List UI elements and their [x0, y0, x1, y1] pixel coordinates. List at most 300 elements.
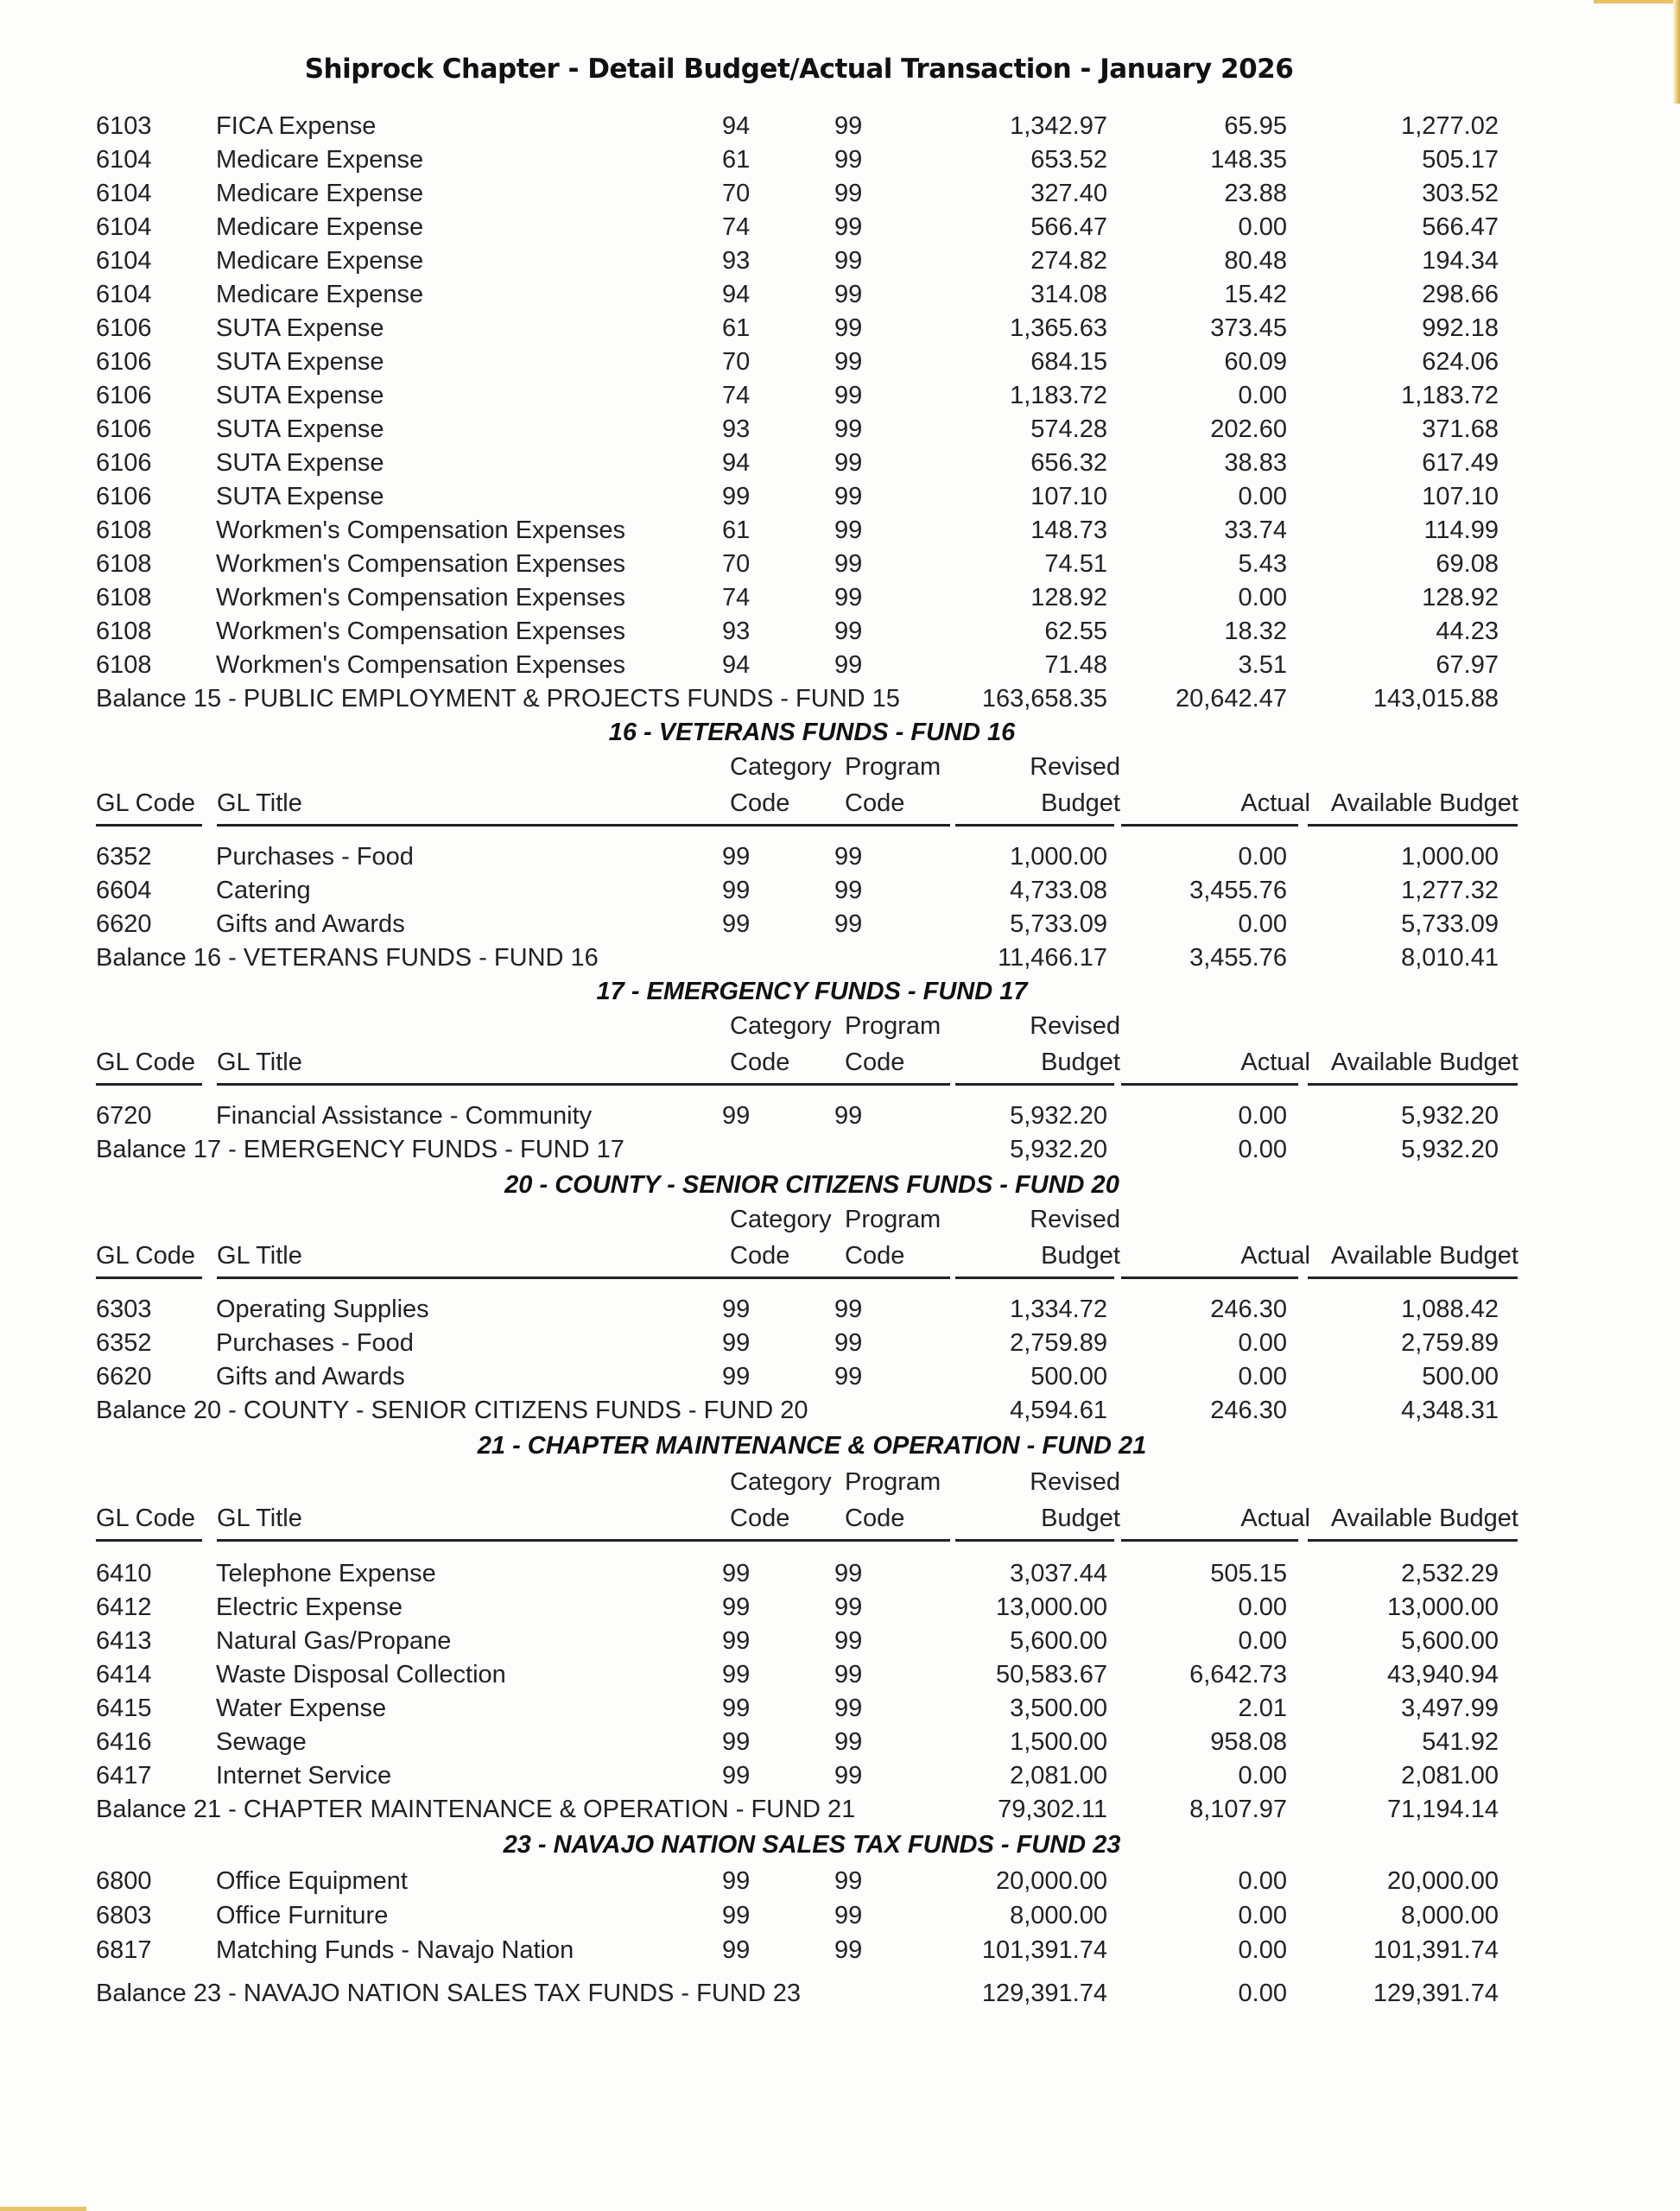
available-budget: 617.49: [1422, 449, 1499, 477]
header-revised: Revised: [1030, 753, 1120, 781]
available-budget: 13,000.00: [1386, 1593, 1499, 1621]
gl-code: 6303: [96, 1296, 152, 1323]
gl-title: Telephone Expense: [216, 1560, 436, 1587]
header-category-code: Code: [730, 1242, 790, 1270]
gl-code: 6800: [96, 1867, 152, 1895]
gl-code: 6108: [96, 516, 152, 544]
header-underline: [729, 824, 841, 827]
header-revised-budget: Budget: [1041, 1505, 1120, 1532]
balance-actual: 3,455.76: [1189, 944, 1287, 972]
balance-available-budget: 143,015.88: [1373, 685, 1499, 713]
actual-amount: 505.15: [1210, 1560, 1287, 1587]
gl-title: Workmen's Compensation Expenses: [216, 584, 626, 611]
gl-code: 6620: [96, 1363, 152, 1391]
gl-code: 6620: [96, 910, 152, 938]
available-budget: 114.99: [1423, 516, 1499, 544]
gl-title: SUTA Expense: [216, 449, 384, 477]
category-code: 70: [722, 180, 751, 207]
header-underline: [1121, 1539, 1298, 1542]
actual-amount: 3,455.76: [1189, 877, 1287, 904]
table-row: [0, 614, 1680, 649]
available-budget: 128.92: [1422, 584, 1499, 611]
table-row: [0, 378, 1680, 413]
program-code: 99: [834, 483, 863, 510]
program-code: 99: [834, 877, 863, 904]
header-actual: Actual: [1240, 1242, 1310, 1270]
available-budget: 1,088.42: [1401, 1296, 1499, 1323]
fund-heading: 23 - NAVAJO NATION SALES TAX FUNDS - FUND 23: [503, 1831, 1121, 1859]
available-budget: 8,000.00: [1401, 1902, 1499, 1929]
header-category: Category: [730, 753, 832, 781]
program-code: 99: [834, 1936, 863, 1964]
balance-available-budget: 4,348.31: [1401, 1397, 1499, 1424]
table-row: [0, 513, 1680, 548]
balance-row: [0, 1132, 1680, 1167]
balance-revised-budget: 79,302.11: [998, 1796, 1107, 1823]
gl-code: 6720: [96, 1102, 152, 1130]
program-code: 99: [834, 1560, 863, 1587]
paper-edge-top: [1594, 0, 1680, 3]
gl-title: Office Equipment: [216, 1867, 408, 1895]
gl-code: 6108: [96, 584, 152, 611]
actual-amount: 0.00: [1238, 1902, 1287, 1929]
category-code: 99: [722, 1728, 751, 1756]
balance-row: [0, 941, 1680, 975]
program-code: 99: [834, 550, 863, 578]
gl-title: Medicare Expense: [216, 213, 424, 241]
category-code: 99: [722, 1661, 751, 1688]
revised-budget: 1,000.00: [1010, 843, 1107, 871]
available-budget: 107.10: [1422, 483, 1499, 510]
available-budget: 5,733.09: [1401, 910, 1499, 938]
category-code: 99: [722, 1936, 751, 1964]
header-underline: [729, 1083, 841, 1086]
revised-budget: 653.52: [1030, 146, 1107, 174]
program-code: 99: [834, 415, 863, 443]
header-underline: [955, 1539, 1114, 1542]
category-code: 93: [722, 247, 751, 275]
gl-title: SUTA Expense: [216, 348, 384, 376]
column-header: [0, 1202, 1680, 1275]
gl-title: Natural Gas/Propane: [216, 1627, 452, 1655]
revised-budget: 2,081.00: [1010, 1762, 1107, 1790]
header-gl-code: GL Code: [96, 789, 195, 817]
available-budget: 2,759.89: [1401, 1329, 1499, 1357]
header-underline: [96, 1277, 202, 1279]
table-row: [0, 580, 1680, 615]
category-code: 94: [722, 449, 751, 477]
revised-budget: 128.92: [1030, 584, 1107, 611]
category-code: 99: [722, 1102, 751, 1130]
table-row: [0, 412, 1680, 447]
program-code: 99: [834, 348, 863, 376]
available-budget: 2,081.00: [1401, 1762, 1499, 1790]
revised-budget: 500.00: [1030, 1363, 1107, 1391]
revised-budget: 1,500.00: [1010, 1728, 1107, 1756]
revised-budget: 148.73: [1030, 516, 1107, 544]
table-row: [0, 143, 1680, 177]
gl-title: Operating Supplies: [216, 1296, 429, 1323]
program-code: 99: [834, 1627, 863, 1655]
header-available-budget: Available Budget: [1330, 1242, 1518, 1270]
gl-title: SUTA Expense: [216, 415, 384, 443]
balance-available-budget: 129,391.74: [1373, 1980, 1499, 2007]
header-underline: [845, 1083, 950, 1086]
available-budget: 1,183.72: [1401, 382, 1499, 409]
gl-code: 6108: [96, 550, 152, 578]
category-code: 70: [722, 550, 751, 578]
table-row: [0, 1864, 1680, 1898]
category-code: 61: [722, 146, 751, 174]
revised-budget: 3,500.00: [1010, 1695, 1107, 1722]
revised-budget: 2,759.89: [1010, 1329, 1107, 1357]
table-row: [0, 907, 1680, 941]
balance-revised-budget: 129,391.74: [981, 1980, 1107, 2007]
gl-title: Waste Disposal Collection: [216, 1661, 506, 1688]
gl-title: Medicare Expense: [216, 146, 424, 174]
gl-code: 6417: [96, 1762, 152, 1790]
actual-amount: 33.74: [1224, 516, 1287, 544]
header-gl-code: GL Code: [96, 1242, 195, 1270]
table-row: [0, 1657, 1680, 1692]
balance-revised-budget: 163,658.35: [981, 685, 1107, 713]
gl-title: SUTA Expense: [216, 314, 384, 342]
header-gl-title: GL Title: [217, 789, 302, 817]
revised-budget: 8,000.00: [1010, 1902, 1107, 1929]
gl-code: 6106: [96, 415, 152, 443]
actual-amount: 0.00: [1238, 1329, 1287, 1357]
program-code: 99: [834, 146, 863, 174]
program-code: 99: [834, 910, 863, 938]
gl-title: Office Furniture: [216, 1902, 389, 1929]
balance-revised-budget: 4,594.61: [1010, 1397, 1107, 1424]
header-underline: [955, 1277, 1114, 1279]
gl-title: Medicare Expense: [216, 281, 424, 308]
gl-title: Medicare Expense: [216, 247, 424, 275]
actual-amount: 0.00: [1238, 1627, 1287, 1655]
available-budget: 541.92: [1422, 1728, 1499, 1756]
actual-amount: 80.48: [1224, 247, 1287, 275]
revised-budget: 1,365.63: [1010, 314, 1107, 342]
revised-budget: 5,733.09: [1010, 910, 1107, 938]
category-code: 99: [722, 1627, 751, 1655]
gl-code: 6104: [96, 281, 152, 308]
program-code: 99: [834, 651, 863, 679]
program-code: 99: [834, 180, 863, 207]
balance-label: Balance 23 - NAVAJO NATION SALES TAX FUNDS - FUND 23: [96, 1980, 801, 2007]
available-budget: 44.23: [1436, 618, 1499, 645]
balance-row: [0, 1976, 1680, 2011]
balance-available-budget: 8,010.41: [1401, 944, 1499, 972]
program-code: 99: [834, 1593, 863, 1621]
fund-heading: 20 - COUNTY - SENIOR CITIZENS FUNDS - FUND 20: [504, 1171, 1119, 1199]
revised-budget: 684.15: [1030, 348, 1107, 376]
table-row: [0, 1590, 1680, 1625]
header-program-code: Code: [845, 1048, 905, 1076]
program-code: 99: [834, 1867, 863, 1895]
table-row: [0, 109, 1680, 143]
revised-budget: 574.28: [1030, 415, 1107, 443]
header-revised: Revised: [1030, 1206, 1120, 1233]
available-budget: 624.06: [1422, 348, 1499, 376]
gl-title: Catering: [216, 877, 311, 904]
actual-amount: 15.42: [1224, 281, 1287, 308]
column-header: [0, 750, 1680, 822]
gl-code: 6413: [96, 1627, 152, 1655]
header-program-code: Code: [845, 1242, 905, 1270]
category-code: 99: [722, 1560, 751, 1587]
program-code: 99: [834, 516, 863, 544]
header-actual: Actual: [1240, 1048, 1310, 1076]
actual-amount: 202.60: [1210, 415, 1287, 443]
program-code: 99: [834, 1102, 863, 1130]
header-available-budget: Available Budget: [1330, 1505, 1518, 1532]
gl-title: Workmen's Compensation Expenses: [216, 516, 626, 544]
category-code: 94: [722, 281, 751, 308]
gl-code: 6817: [96, 1936, 152, 1964]
gl-code: 6416: [96, 1728, 152, 1756]
program-code: 99: [834, 584, 863, 611]
category-code: 93: [722, 618, 751, 645]
header-underline: [1308, 1083, 1518, 1086]
table-row: [0, 210, 1680, 244]
header-underline: [845, 824, 950, 827]
header-revised: Revised: [1030, 1012, 1120, 1040]
actual-amount: 65.95: [1224, 112, 1287, 140]
revised-budget: 107.10: [1030, 483, 1107, 510]
revised-budget: 1,342.97: [1010, 112, 1107, 140]
header-underline: [1121, 1083, 1298, 1086]
actual-amount: 18.32: [1224, 618, 1287, 645]
actual-amount: 0.00: [1238, 1936, 1287, 1964]
program-code: 99: [834, 314, 863, 342]
available-budget: 3,497.99: [1401, 1695, 1499, 1722]
gl-title: Workmen's Compensation Expenses: [216, 651, 626, 679]
program-code: 99: [834, 843, 863, 871]
balance-label: Balance 16 - VETERANS FUNDS - FUND 16: [96, 944, 599, 972]
header-underline: [96, 1539, 202, 1542]
gl-code: 6104: [96, 146, 152, 174]
table-row: [0, 839, 1680, 874]
table-row: [0, 479, 1680, 514]
available-budget: 69.08: [1436, 550, 1499, 578]
table-row: [0, 1292, 1680, 1327]
gl-title: Medicare Expense: [216, 180, 424, 207]
category-code: 74: [722, 584, 751, 611]
category-code: 99: [722, 1902, 751, 1929]
header-category-code: Code: [730, 1505, 790, 1532]
category-code: 99: [722, 1329, 751, 1357]
actual-amount: 246.30: [1210, 1296, 1287, 1323]
gl-title: Matching Funds - Navajo Nation: [216, 1936, 574, 1964]
available-budget: 1,277.32: [1401, 877, 1499, 904]
header-category-code: Code: [730, 1048, 790, 1076]
header-program: Program: [845, 1468, 941, 1496]
available-budget: 101,391.74: [1373, 1936, 1499, 1964]
available-budget: 67.97: [1436, 651, 1499, 679]
program-code: 99: [834, 1762, 863, 1790]
gl-code: 6104: [96, 213, 152, 241]
program-code: 99: [834, 1661, 863, 1688]
table-row: [0, 1624, 1680, 1658]
header-category: Category: [730, 1468, 832, 1496]
category-code: 99: [722, 1762, 751, 1790]
gl-title: Workmen's Compensation Expenses: [216, 618, 626, 645]
available-budget: 566.47: [1422, 213, 1499, 241]
category-code: 94: [722, 651, 751, 679]
actual-amount: 0.00: [1238, 1762, 1287, 1790]
header-underline: [845, 1277, 950, 1279]
header-underline: [1121, 824, 1298, 827]
header-revised-budget: Budget: [1041, 789, 1120, 817]
fund-heading: 17 - EMERGENCY FUNDS - FUND 17: [596, 978, 1028, 1005]
table-row: [0, 1898, 1680, 1933]
revised-budget: 4,733.08: [1010, 877, 1107, 904]
balance-label: Balance 21 - CHAPTER MAINTENANCE & OPERATION - FUND 21: [96, 1796, 856, 1823]
balance-row: [0, 1393, 1680, 1428]
gl-code: 6106: [96, 314, 152, 342]
table-row: [0, 1326, 1680, 1360]
header-underline: [1308, 824, 1518, 827]
program-code: 99: [834, 1296, 863, 1323]
gl-code: 6104: [96, 180, 152, 207]
header-actual: Actual: [1240, 1505, 1310, 1532]
header-underline: [845, 1539, 950, 1542]
gl-title: Purchases - Food: [216, 1329, 414, 1357]
category-code: 99: [722, 483, 751, 510]
revised-budget: 3,037.44: [1010, 1560, 1107, 1587]
balance-label: Balance 15 - PUBLIC EMPLOYMENT & PROJECTS FUNDS - FUND 15: [96, 685, 900, 713]
program-code: 99: [834, 1363, 863, 1391]
revised-budget: 62.55: [1044, 618, 1107, 645]
gl-title: Purchases - Food: [216, 843, 414, 871]
table-row: [0, 1758, 1680, 1793]
category-code: 93: [722, 415, 751, 443]
gl-title: SUTA Expense: [216, 382, 384, 409]
gl-code: 6106: [96, 348, 152, 376]
balance-available-budget: 5,932.20: [1401, 1136, 1499, 1163]
balance-label: Balance 20 - COUNTY - SENIOR CITIZENS FUNDS - FUND 20: [96, 1397, 808, 1424]
header-program: Program: [845, 1206, 941, 1233]
header-underline: [1308, 1277, 1518, 1279]
category-code: 99: [722, 877, 751, 904]
balance-row: [0, 681, 1680, 716]
program-code: 99: [834, 1695, 863, 1722]
revised-budget: 13,000.00: [995, 1593, 1107, 1621]
balance-actual: 20,642.47: [1175, 685, 1287, 713]
header-program: Program: [845, 1012, 941, 1040]
gl-code: 6803: [96, 1902, 152, 1929]
balance-actual: 0.00: [1238, 1136, 1287, 1163]
header-revised: Revised: [1030, 1468, 1120, 1496]
actual-amount: 0.00: [1238, 213, 1287, 241]
gl-code: 6108: [96, 651, 152, 679]
header-category: Category: [730, 1206, 832, 1233]
gl-code: 6412: [96, 1593, 152, 1621]
available-budget: 43,940.94: [1386, 1661, 1499, 1688]
table-row: [0, 1099, 1680, 1133]
available-budget: 371.68: [1422, 415, 1499, 443]
actual-amount: 23.88: [1224, 180, 1287, 207]
table-row: [0, 1725, 1680, 1759]
gl-code: 6415: [96, 1695, 152, 1722]
header-gl-title: GL Title: [217, 1242, 302, 1270]
category-code: 74: [722, 213, 751, 241]
available-budget: 1,277.02: [1401, 112, 1499, 140]
program-code: 99: [834, 449, 863, 477]
header-category-code: Code: [730, 789, 790, 817]
table-row: [0, 873, 1680, 908]
table-row: [0, 446, 1680, 480]
program-code: 99: [834, 213, 863, 241]
revised-budget: 71.48: [1044, 651, 1107, 679]
paper-edge-bottom: [0, 2207, 86, 2211]
header-available-budget: Available Budget: [1330, 1048, 1518, 1076]
actual-amount: 0.00: [1238, 1363, 1287, 1391]
gl-title: Workmen's Compensation Expenses: [216, 550, 626, 578]
actual-amount: 0.00: [1238, 1593, 1287, 1621]
header-category: Category: [730, 1012, 832, 1040]
balance-actual: 246.30: [1210, 1397, 1287, 1424]
header-gl-title: GL Title: [217, 1505, 302, 1532]
gl-code: 6106: [96, 483, 152, 510]
gl-title: Gifts and Awards: [216, 1363, 405, 1391]
table-row: [0, 176, 1680, 211]
gl-title: Sewage: [216, 1728, 307, 1756]
balance-row: [0, 1792, 1680, 1827]
table-row: [0, 244, 1680, 278]
program-code: 99: [834, 1902, 863, 1929]
balance-label: Balance 17 - EMERGENCY FUNDS - FUND 17: [96, 1136, 624, 1163]
revised-budget: 5,600.00: [1010, 1627, 1107, 1655]
gl-code: 6352: [96, 843, 152, 871]
category-code: 99: [722, 843, 751, 871]
header-revised-budget: Budget: [1041, 1242, 1120, 1270]
available-budget: 992.18: [1422, 314, 1499, 342]
table-row: [0, 345, 1680, 379]
gl-title: Financial Assistance - Community: [216, 1102, 593, 1130]
page-title: Shiprock Chapter - Detail Budget/Actual Transaction - January 2026: [304, 54, 1294, 85]
gl-code: 6414: [96, 1661, 152, 1688]
gl-title: FICA Expense: [216, 112, 377, 140]
actual-amount: 0.00: [1238, 382, 1287, 409]
actual-amount: 373.45: [1210, 314, 1287, 342]
revised-budget: 74.51: [1044, 550, 1107, 578]
program-code: 99: [834, 382, 863, 409]
table-row: [0, 547, 1680, 581]
header-underline: [955, 824, 1114, 827]
revised-budget: 20,000.00: [995, 1867, 1107, 1895]
revised-budget: 5,932.20: [1010, 1102, 1107, 1130]
actual-amount: 0.00: [1238, 1102, 1287, 1130]
actual-amount: 958.08: [1210, 1728, 1287, 1756]
revised-budget: 274.82: [1030, 247, 1107, 275]
header-underline: [96, 1083, 202, 1086]
header-gl-title: GL Title: [217, 1048, 302, 1076]
header-program: Program: [845, 753, 941, 781]
table-row: [0, 648, 1680, 682]
category-code: 99: [722, 1296, 751, 1323]
balance-available-budget: 71,194.14: [1386, 1796, 1499, 1823]
gl-code: 6604: [96, 877, 152, 904]
paper-edge-right: [1673, 0, 1680, 104]
revised-budget: 1,183.72: [1010, 382, 1107, 409]
actual-amount: 148.35: [1210, 146, 1287, 174]
header-underline: [1121, 1277, 1298, 1279]
revised-budget: 101,391.74: [981, 1936, 1107, 1964]
category-code: 94: [722, 112, 751, 140]
balance-revised-budget: 11,466.17: [998, 944, 1107, 972]
